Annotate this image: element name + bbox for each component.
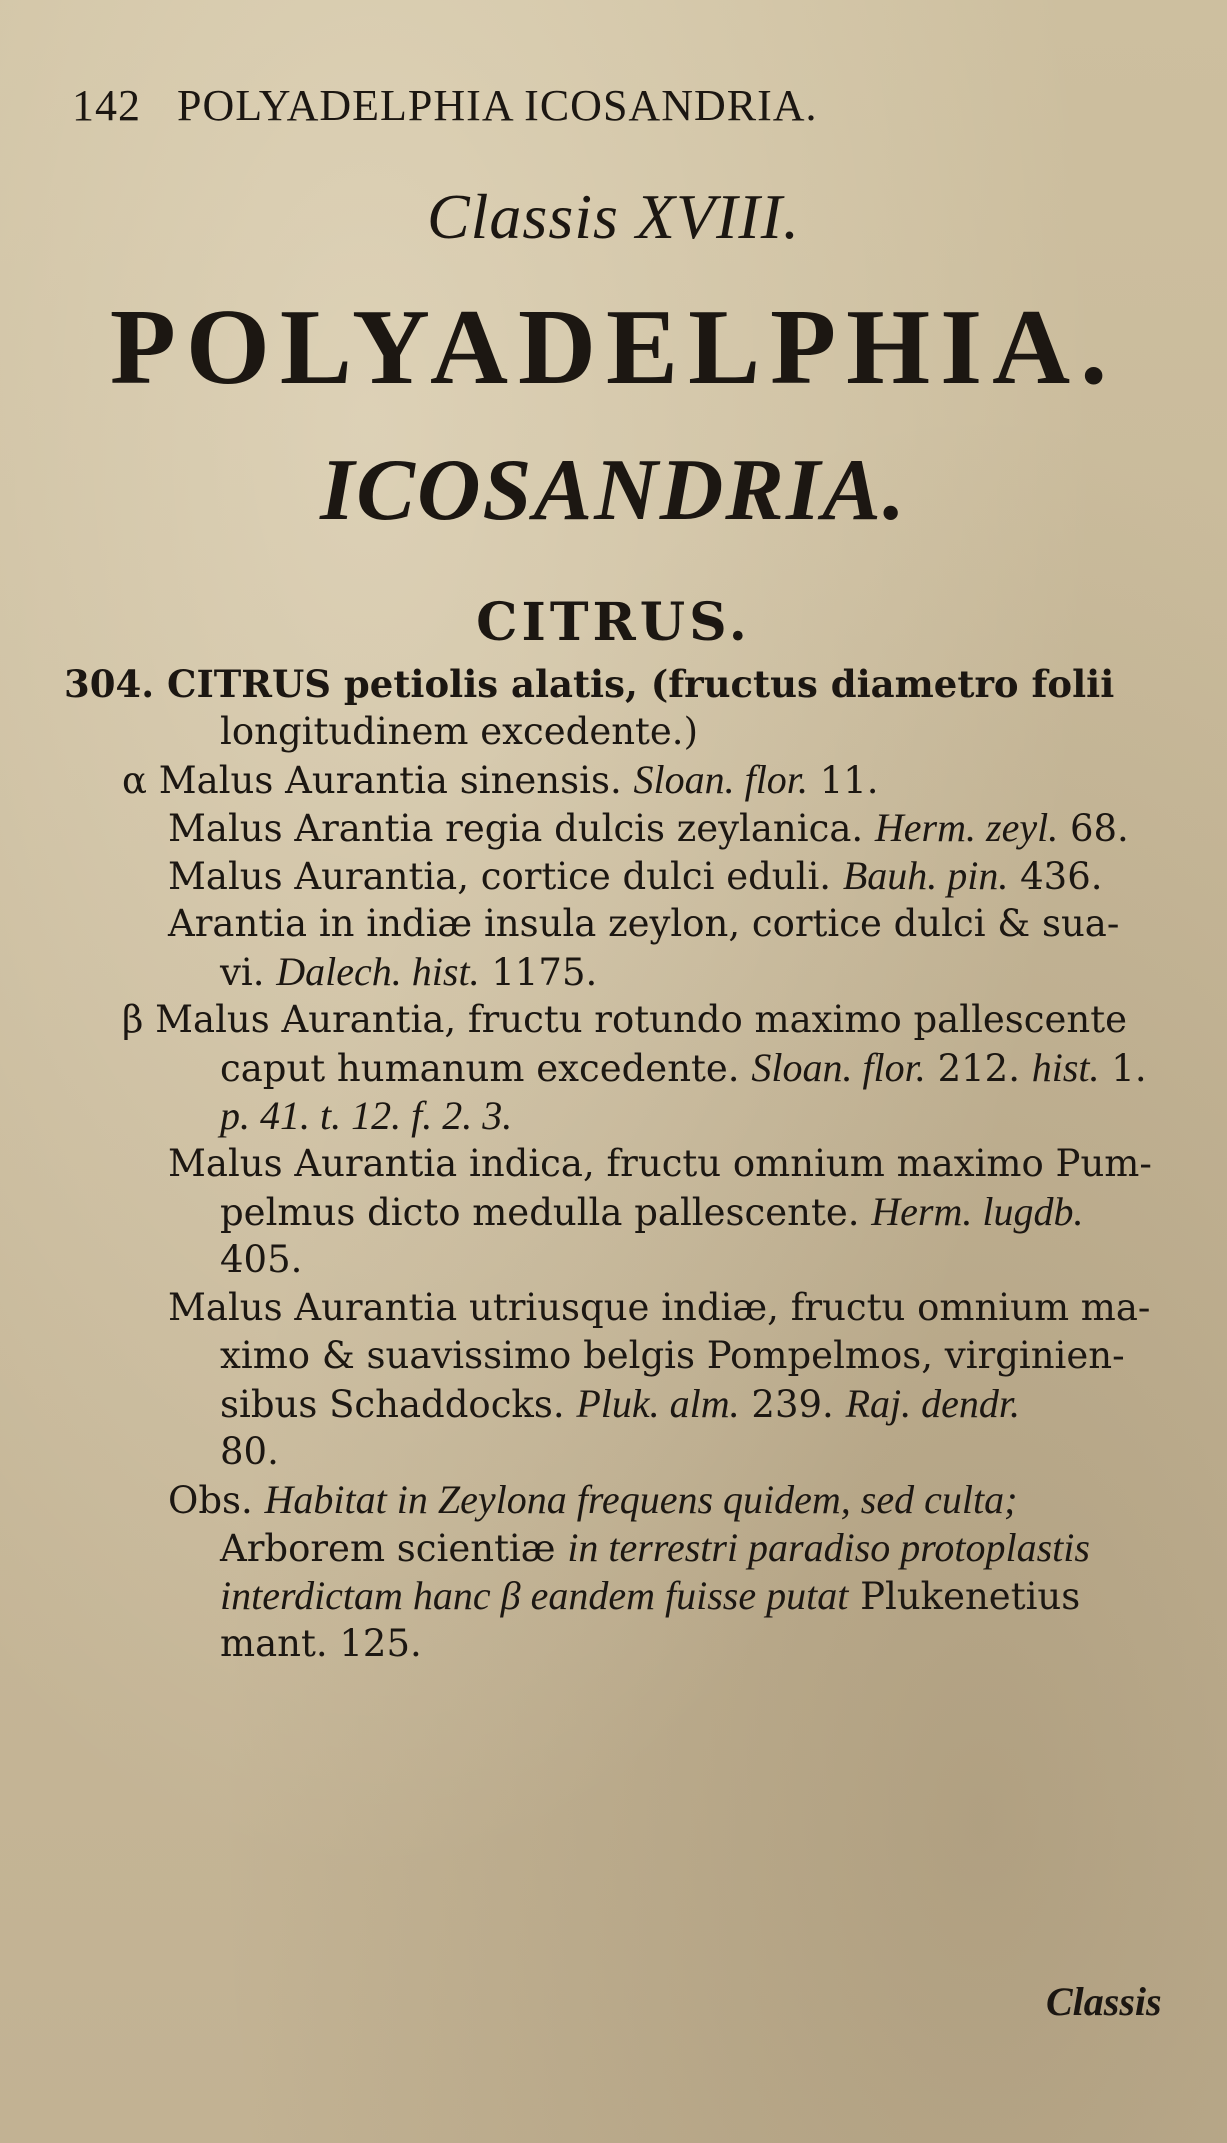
text-line [64,1572,1164,1620]
species-entry-text [64,660,1164,1668]
entry-text: petiolis alatis, (fructus diametro folii [343,662,1115,706]
text-line [64,660,1164,708]
entry-text: 80. [220,1430,279,1473]
text-line [64,996,1164,1044]
entry-text: sibus Schaddocks. [220,1383,577,1426]
running-head [72,80,1072,131]
entry-text: ximo & suavissimo belgis Pompelmos, virginien- [220,1334,1125,1377]
citation-text: Bauh. pin. [842,853,1009,898]
text-line [64,1044,1164,1092]
text-line [64,1428,1164,1476]
entry-text: 405. [220,1238,303,1281]
running-title: POLYADELPHIA ICOSANDRIA. [177,81,818,130]
text-line [64,1236,1164,1284]
entry-text: Obs. [168,1479,265,1522]
citation-text: Dalech. hist. [276,949,480,994]
citation-text: Sloan. flor. [633,757,808,802]
entry-text: Malus Aurantia, cortice dulci eduli. [168,855,843,898]
citation-text: Raj. dendr. [845,1381,1020,1426]
entry-text: Malus Arantia regia dulcis zeylanica. [168,807,875,850]
entry-text: longitudinem excedente.) [220,710,699,753]
entry-text: 68. [1058,807,1129,850]
entry-text: caput humanum excedente. [220,1047,752,1090]
citation-text: Habitat in Zeylona frequens quidem, sed culta; [264,1477,1018,1522]
class-heading: Classis XVIII. [426,181,801,252]
citation-text: hist. [1031,1045,1100,1090]
entry-text: Malus Aurantia utriusque indiæ, fructu omnium ma- [168,1286,1151,1329]
citation-text: in terrestri paradiso protoplastis [567,1525,1090,1570]
text-line [64,900,1164,948]
text-line [64,1524,1164,1572]
entry-text: 1. [1099,1047,1147,1090]
text-line [64,1476,1164,1524]
entry-text: 212. [925,1047,1032,1090]
text-line [64,948,1164,996]
entry-text: vi. [220,951,277,994]
citation-text: p. 41. t. 12. f. 2. 3. [220,1093,513,1138]
entry-text: Arborem scientiæ [220,1527,568,1570]
catchword: Classis [1046,1979,1162,2024]
text-line [64,1620,1164,1668]
entry-text: 304. CITRUS [64,662,344,706]
citation-text: Sloan. flor. [751,1045,926,1090]
text-line [64,1092,1164,1140]
text-line [64,1380,1164,1428]
citation-text: Herm. lugdb. [871,1189,1084,1234]
entry-text: α Malus Aurantia sinensis. [122,759,634,802]
text-line [64,1284,1164,1332]
page-title: POLYADELPHIA. [109,288,1118,407]
page-number: 142 [72,81,141,130]
entry-text: 239. [739,1383,846,1426]
citation-text: interdictam hanc β eandem fuisse putat [220,1573,849,1618]
text-line [64,852,1164,900]
text-line [64,804,1164,852]
entry-text: 11. [807,759,879,802]
entry-text: pelmus dicto medulla pallescente. [220,1191,872,1234]
genus-heading: CITRUS. [476,592,751,653]
text-line [64,1188,1164,1236]
order-subtitle: ICOSANDRIA. [320,442,907,539]
text-line [64,708,1164,756]
entry-text: Malus Aurantia indica, fructu omnium maximo Pum- [168,1142,1152,1185]
text-line [64,756,1164,804]
entry-text: β Malus Aurantia, fructu rotundo maximo pallescente [122,998,1127,1041]
entry-text: mant. 125. [220,1622,422,1665]
citation-text: Herm. zeyl. [874,805,1059,850]
citation-text: Pluk. alm. [576,1381,740,1426]
entry-text: 436. [1008,855,1103,898]
entry-text: Arantia in indiæ insula zeylon, cortice dulci & sua- [168,902,1120,945]
text-line [64,1332,1164,1380]
text-line [64,1140,1164,1188]
entry-text: Plukenetius [848,1575,1081,1618]
entry-text: 1175. [479,951,598,994]
